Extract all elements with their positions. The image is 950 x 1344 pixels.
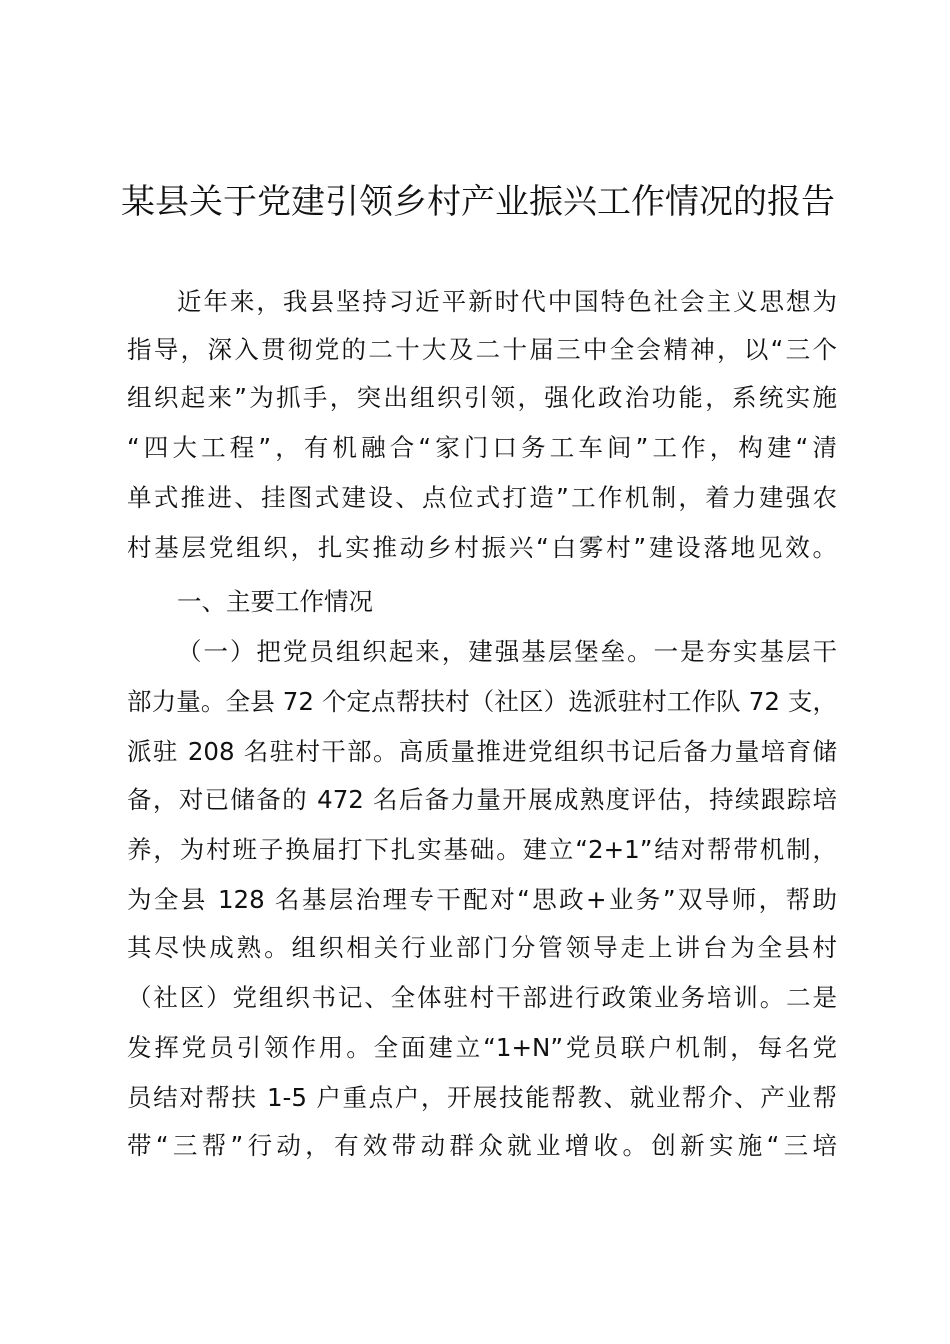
paragraph-line-2: 指导，深入贯彻党的二十大及二十届三中全会精神，以“三个 [127, 335, 837, 364]
paragraph-line-6: 村基层党组织，扎实推动乡村振兴“白雾村”建设落地见效。 [127, 533, 837, 562]
paragraph-line-17: 带“三帮”行动，有效带动群众就业增收。创新实施“三培 [127, 1131, 837, 1160]
paragraph-line-3: 组织起来”为抓手，突出组织引领，强化政治功能，系统实施 [127, 383, 837, 412]
paragraph-line-14: （社区）党组织书记、全体驻村干部进行政策业务培训。二是 [127, 983, 837, 1012]
paragraph-line-11: 养，为村班子换届打下扎实基础。建立“2+1”结对帮带机制， [127, 835, 837, 864]
paragraph-line-15: 发挥党员引领作用。全面建立“1+N”党员联户机制，每名党 [127, 1033, 837, 1062]
document-title: 某县关于党建引领乡村产业振兴工作情况的报告 [121, 182, 835, 222]
paragraph-line-8: 部力量。全县 72 个定点帮扶村（社区）选派驻村工作队 72 支， [127, 687, 837, 716]
paragraph-line-5: 单式推进、挂图式建设、点位式打造”工作机制，着力建强农 [127, 483, 837, 512]
paragraph-line-13: 其尽快成熟。组织相关行业部门分管领导走上讲台为全县村 [127, 933, 837, 962]
paragraph-line-9: 派驻 208 名驻村干部。高质量推进党组织书记后备力量培育储 [127, 737, 837, 766]
paragraph-line-10: 备，对已储备的 472 名后备力量开展成熟度评估，持续跟踪培 [127, 785, 837, 814]
paragraph-line-16: 员结对帮扶 1-5 户重点户，开展技能帮教、就业帮介、产业帮 [127, 1083, 837, 1112]
paragraph-line-7: （一）把党员组织起来，建强基层堡垒。一是夯实基层干 [177, 637, 837, 666]
paragraph-line-12: 为全县 128 名基层治理专干配对“思政+业务”双导师，帮助 [127, 885, 837, 914]
paragraph-line-1: 近年来，我县坚持习近平新时代中国特色社会主义思想为 [177, 287, 837, 316]
section-heading: 一、主要工作情况 [177, 587, 373, 616]
paragraph-line-4: “四大工程”，有机融合“家门口务工车间”工作，构建“清 [127, 433, 837, 462]
